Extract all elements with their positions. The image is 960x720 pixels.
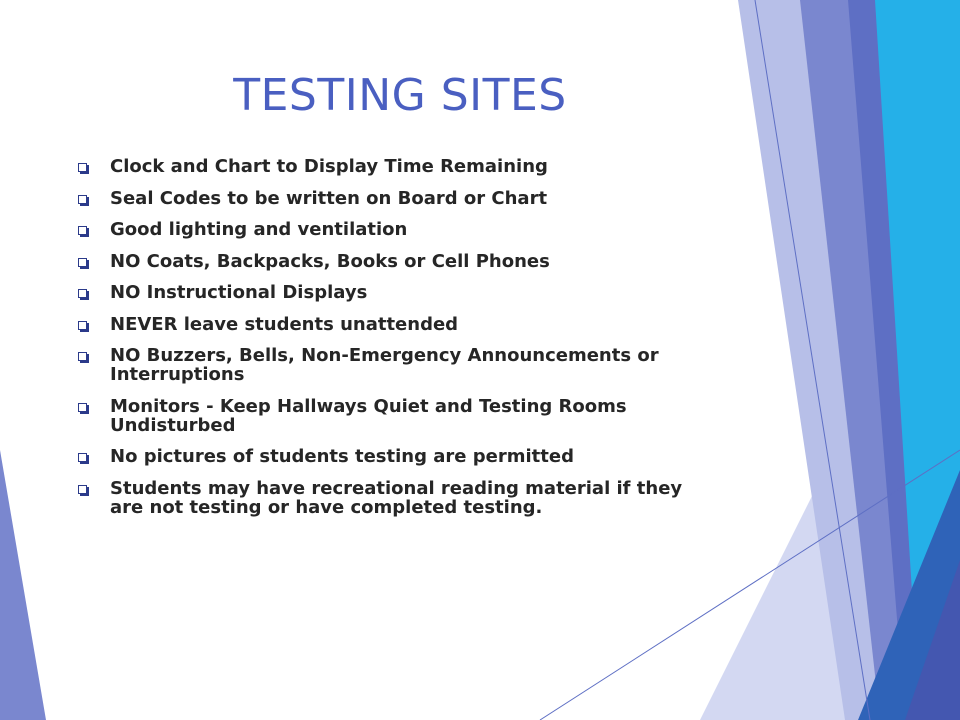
bullet-text: NO Coats, Backpacks, Books or Cell Phones: [110, 250, 550, 272]
bullet-item: [76, 447, 716, 466]
hollow-square-shadow-icon: [78, 453, 87, 462]
bullet-text: No pictures of students testing are permitted: [110, 446, 574, 467]
left-edge-accent: [0, 450, 46, 720]
bullet-text: Students may have recreational reading material if they are not testing or have completed testing.: [110, 477, 683, 518]
slide-title: TESTING SITES: [233, 70, 567, 121]
hollow-square-shadow-icon: [78, 289, 87, 298]
bullet-item: [76, 252, 716, 271]
bullet-text: Monitors - Keep Hallways Quiet and Testing Rooms Undisturbed: [110, 395, 627, 436]
hollow-square-shadow-icon: [78, 195, 87, 204]
bullet-text: NO Instructional Displays: [110, 282, 368, 303]
bullet-item: [76, 157, 716, 176]
bullet-text: Good lighting and ventilation: [110, 219, 408, 240]
hollow-square-shadow-icon: [78, 403, 87, 412]
bullet-item: [76, 189, 716, 208]
hollow-square-shadow-icon: [78, 226, 87, 235]
bullet-text: Clock and Chart to Display Time Remaining: [110, 156, 548, 177]
bullet-text: NEVER leave students unattended: [110, 313, 459, 335]
hollow-square-shadow-icon: [78, 352, 87, 361]
bullet-item: [76, 220, 716, 239]
bullet-item: [76, 479, 716, 517]
hollow-square-shadow-icon: [78, 163, 87, 172]
bullet-list: [76, 157, 716, 529]
hollow-square-shadow-icon: [78, 258, 87, 267]
hollow-square-shadow-icon: [78, 321, 87, 330]
bullet-item: [76, 283, 716, 302]
bullet-text: Seal Codes to be written on Board or Chart: [110, 187, 548, 209]
hollow-square-shadow-icon: [78, 485, 87, 494]
bullet-item: [76, 315, 716, 334]
bullet-item: [76, 346, 716, 384]
bullet-text: NO Buzzers, Bells, Non-Emergency Announcements or Interruptions: [110, 345, 659, 385]
bullet-item: [76, 397, 716, 435]
